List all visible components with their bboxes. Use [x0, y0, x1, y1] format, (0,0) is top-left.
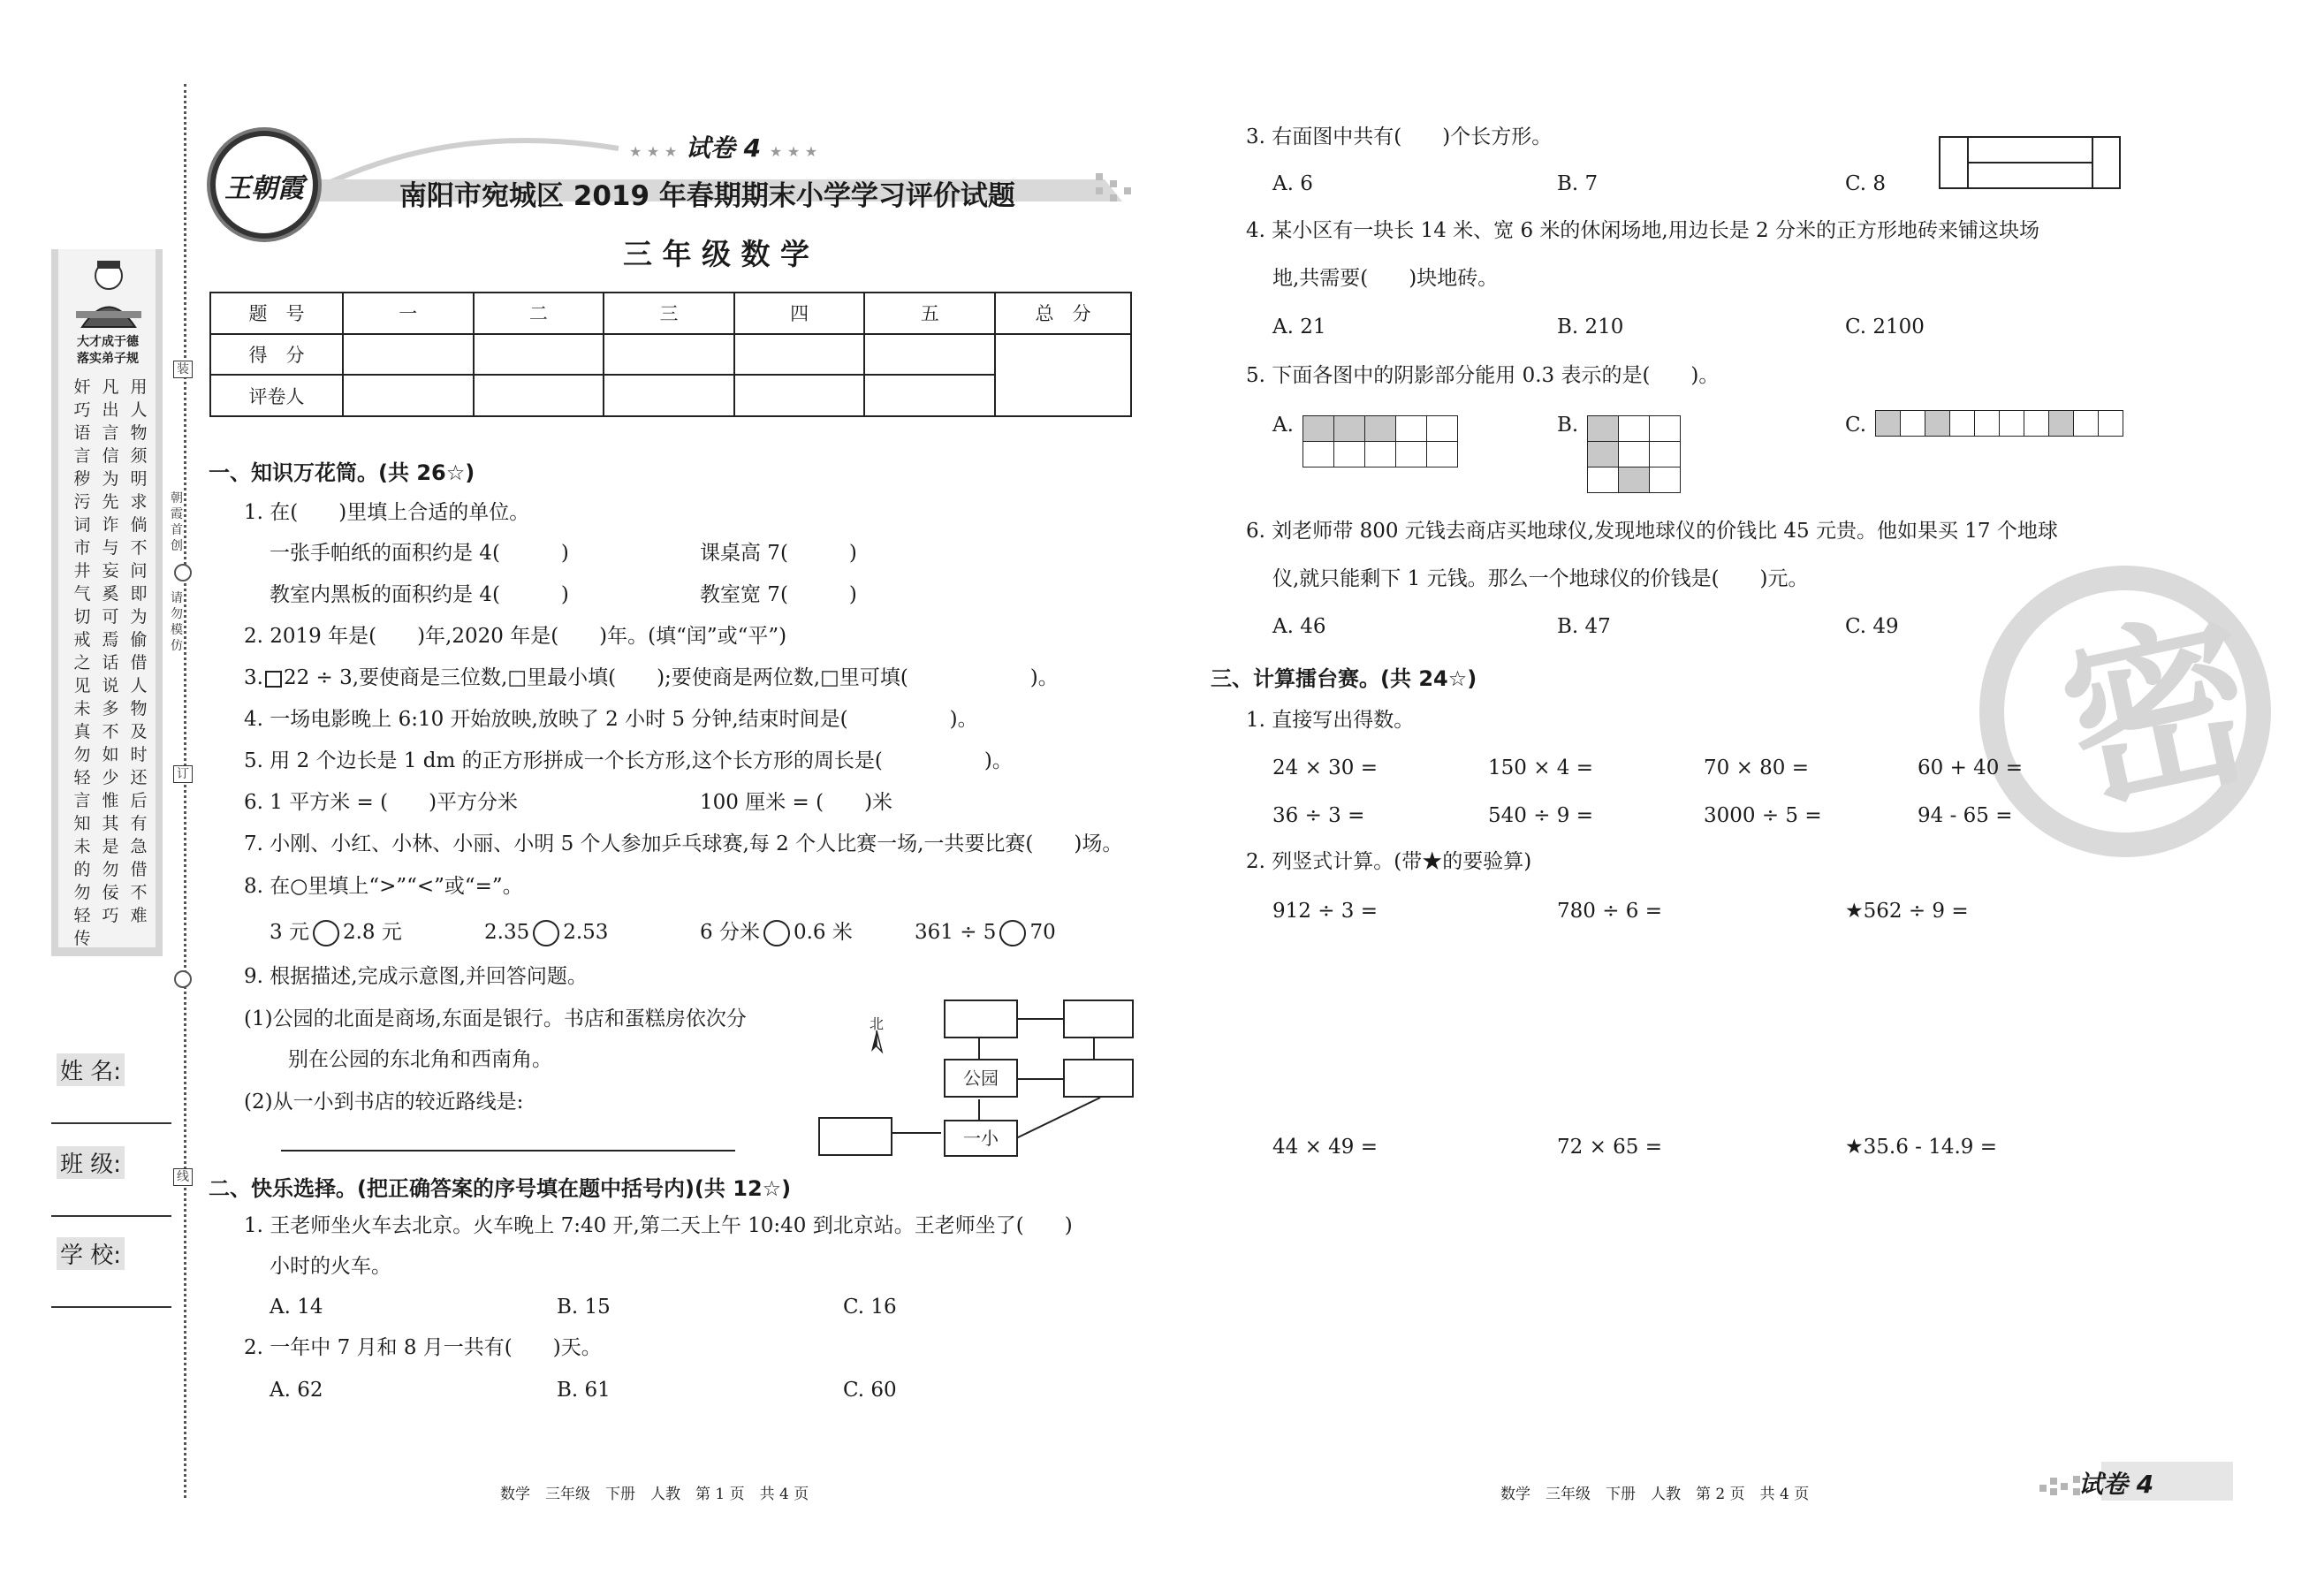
brand-logo-text: 王朝霞 — [224, 173, 304, 204]
binding-hole-1 — [174, 564, 192, 581]
star-deco-left: ★ ★ ★ — [629, 143, 678, 160]
section3-title: 三、计算擂台赛。(共 24☆) — [1211, 666, 1477, 691]
s1-q8a-left: 3 元 — [270, 921, 309, 944]
s3-r2-c3: 3000 ÷ 5 = — [1704, 804, 1822, 827]
s1-q8c-left: 6 分米 — [700, 921, 760, 944]
r-q4-option-b[interactable]: B. 210 — [1557, 315, 1624, 338]
r-q5-label-a[interactable]: A. — [1272, 414, 1294, 437]
s1-q1c: 教室内黑板的面积约是 4( ) — [270, 583, 569, 606]
s3-r4-c1: 44 × 49 = — [1272, 1136, 1378, 1159]
r-q3: 3. 右面图中共有( )个长方形。 — [1246, 125, 1553, 148]
score-row — [210, 334, 1131, 376]
s3-r2-c4: 94 - 65 = — [1918, 804, 2013, 827]
s1-q7: 7. 小刚、小红、小林、小丽、小明 5 个人参加乒乓球赛,每 2 个人比赛一场,一共要比赛( )场。 — [244, 832, 1123, 855]
s1-q9b: (2)从一小到书店的较近路线是: — [244, 1091, 524, 1114]
exam-subtitle: 三 年 级 数 学 — [623, 237, 809, 271]
sidebar-col-3: 用人物须明求倘不问即为偷借人物及时还后有急借不难 — [130, 377, 148, 925]
r-q4-option-c[interactable]: C. 2100 — [1845, 315, 1925, 338]
s3-r1-c4: 60 + 40 = — [1918, 756, 2024, 779]
secret-seal-text: 密 — [2045, 588, 2273, 840]
s1-q9: 9. 根据描述,完成示意图,并回答问题。 — [244, 965, 588, 988]
s1-q8d-left: 361 ÷ 5 — [915, 921, 997, 944]
grader-cell[interactable] — [604, 375, 734, 416]
compare-circle[interactable] — [313, 920, 339, 946]
s2-q1-option-b[interactable]: B. 15 — [557, 1296, 611, 1319]
star-deco-right: ★ ★ ★ — [769, 143, 818, 160]
score-cell[interactable] — [604, 334, 734, 376]
r-q4-option-a[interactable]: A. 21 — [1272, 315, 1326, 338]
grader-cell[interactable] — [474, 375, 604, 416]
s3-r1-c1: 24 × 30 = — [1272, 756, 1378, 779]
compare-circle[interactable] — [999, 920, 1026, 946]
s1-q8b-right: 2.53 — [563, 921, 609, 944]
margin-note-original: 朝霞首创 — [171, 491, 183, 553]
s1-q6a: 6. 1 平方米 = ( )平方分米 — [244, 791, 519, 814]
margin-note-ding: 订 — [173, 765, 193, 783]
r-q3-option-a[interactable]: A. 6 — [1272, 172, 1313, 195]
s1-q8d-right: 70 — [1029, 921, 1056, 944]
class-label: 班 级: — [57, 1146, 125, 1179]
margin-note-no-copy: 请勿模仿 — [171, 591, 183, 653]
grader-cell[interactable] — [734, 375, 865, 416]
s3-r1-c2: 150 × 4 = — [1488, 756, 1594, 779]
s1-q1d: 教室宽 7( ) — [700, 583, 857, 606]
s1-q8c — [700, 919, 853, 946]
score-row-label: 得 分 — [210, 334, 343, 376]
map-box-southwest[interactable] — [818, 1117, 892, 1156]
r-q6-option-b[interactable]: B. 47 — [1557, 615, 1611, 638]
score-cell[interactable] — [734, 334, 865, 376]
r-q4-line1: 4. 某小区有一块长 14 米、宽 6 米的休闲场地,用边长是 2 分米的正方形地砖来铺这块场 — [1246, 219, 2039, 242]
s3-r4-c2: 72 × 65 = — [1557, 1136, 1663, 1159]
s1-q8: 8. 在○里填上“>”“<”或“=”。 — [244, 875, 523, 898]
r-q5: 5. 下面各图中的阴影部分能用 0.3 表示的是( )。 — [1246, 364, 1720, 387]
s3-r3-c1: 912 ÷ 3 = — [1272, 900, 1378, 923]
grader-cell[interactable] — [343, 375, 474, 416]
school-field-line[interactable] — [51, 1306, 171, 1308]
exam-number-text: 试卷 4 — [685, 133, 762, 163]
s1-q3-number: 3. — [244, 666, 263, 689]
route-answer-line[interactable] — [281, 1150, 735, 1152]
map-box-northeast[interactable] — [1063, 1000, 1134, 1038]
score-header-3: 三 — [604, 293, 734, 334]
exam-number-label — [629, 129, 817, 164]
s3-q2: 2. 列竖式计算。(带★的要验算) — [1246, 850, 1532, 873]
s2-q1-line2: 小时的火车。 — [270, 1255, 391, 1278]
map-box-park — [944, 1059, 1018, 1098]
school-label: 学 校: — [57, 1237, 125, 1270]
r-q5-grid-c — [1875, 410, 2123, 437]
grader-row — [210, 375, 1131, 416]
s2-q2-option-b[interactable]: B. 61 — [557, 1379, 611, 1402]
s1-q1b: 课桌高 7( ) — [700, 542, 857, 565]
s1-q8b — [484, 919, 608, 946]
class-field-line[interactable] — [51, 1215, 171, 1217]
s1-q8a — [270, 919, 402, 946]
r-q5-grid-b — [1587, 415, 1681, 493]
s1-q1a: 一张手帕纸的面积约是 4( ) — [270, 542, 569, 565]
s1-q8d — [915, 919, 1056, 946]
s3-r3-c3: ★562 ÷ 9 = — [1845, 900, 1969, 923]
sidebar-col-1: 奸巧语言秽污词市井气切戒之见未真勿轻言知未的勿轻传 — [73, 377, 91, 948]
s1-q2: 2. 2019 年是( )年,2020 年是( )年。(填“闰”或“平”) — [244, 625, 787, 648]
s1-q3-text: 22 ÷ 3,要使商是三位数,□里最小填( );要使商是两位数,□里可填( )。 — [283, 666, 1059, 689]
margin-note-zhuang: 装 — [173, 361, 193, 378]
s2-q2: 2. 一年中 7 月和 8 月一共有( )天。 — [244, 1336, 602, 1359]
s1-q9a-line2: 别在公园的东北角和西南角。 — [288, 1048, 552, 1071]
map-box-north[interactable] — [944, 1000, 1018, 1038]
section2-title: 二、快乐选择。(把正确答案的序号填在题中括号内)(共 12☆) — [209, 1176, 792, 1201]
secret-seal-watermark — [1979, 566, 2271, 857]
score-header-total: 总 分 — [995, 293, 1131, 334]
score-table — [209, 292, 1132, 417]
map-school-label: 一小 — [963, 1128, 999, 1149]
grader-row-label: 评卷人 — [210, 375, 343, 416]
s1-q8c-right: 0.6 米 — [793, 921, 853, 944]
map-box-east[interactable] — [1063, 1059, 1134, 1098]
r-q5-label-c[interactable]: C. — [1845, 414, 1867, 437]
s1-q1: 1. 在( )里填上合适的单位。 — [244, 501, 530, 524]
grader-cell[interactable] — [864, 375, 995, 416]
brand-logo — [210, 131, 318, 239]
score-cell[interactable] — [343, 334, 474, 376]
right-page-footer: 数学 三年级 下册 人教 第 2 页 共 4 页 — [1500, 1486, 1810, 1503]
score-header-label: 题 号 — [210, 293, 343, 334]
s1-q9a-line1: (1)公园的北面是商场,东面是银行。书店和蛋糕房依次分 — [244, 1007, 747, 1030]
binding-hole-2 — [174, 970, 192, 988]
s2-q1-option-c[interactable]: C. 16 — [843, 1296, 897, 1319]
binding-dotted-line — [184, 84, 186, 1498]
r-q5-label-b[interactable]: B. — [1557, 414, 1579, 437]
exam-title: 南阳市宛城区 2019 年春期期末小学学习评价试题 — [399, 180, 1015, 212]
s1-q8a-right: 2.8 元 — [342, 921, 402, 944]
sidebar-col-2: 凡出言信为先诈与妄奚可焉话说多不如少惟其是勿佞巧 — [102, 377, 119, 925]
section1-title: 一、知识万花筒。(共 26☆) — [209, 460, 475, 485]
digit-blank-box — [265, 671, 282, 688]
sidebar-motto-top: 大才成于德 — [77, 335, 139, 349]
r-q6-line1: 6. 刘老师带 800 元钱去商店买地球仪,发现地球仪的价钱比 45 元贵。他如果买 17 个地球 — [1246, 520, 2058, 543]
r-q5-grid-a — [1303, 415, 1458, 467]
s3-q1: 1. 直接写出得数。 — [1246, 709, 1415, 732]
s1-q8b-left: 2.35 — [484, 921, 530, 944]
r-q6-option-a[interactable]: A. 46 — [1272, 615, 1326, 638]
r-q3-option-b[interactable]: B. 7 — [1557, 172, 1599, 195]
sidebar-motto-bottom: 落实弟子规 — [77, 352, 139, 366]
rectangle-count-figure — [1939, 136, 2123, 191]
margin-note-xian: 线 — [173, 1168, 193, 1186]
s2-q2-option-a[interactable]: A. 62 — [270, 1379, 323, 1402]
s3-r2-c1: 36 ÷ 3 = — [1272, 804, 1365, 827]
s3-r1-c3: 70 × 80 = — [1704, 756, 1810, 779]
score-total-cell[interactable] — [995, 334, 1131, 416]
score-header-2: 二 — [474, 293, 604, 334]
scholar-illustration-icon — [69, 256, 148, 331]
s3-r4-c3: ★35.6 - 14.9 = — [1845, 1136, 1998, 1159]
score-header-5: 五 — [864, 293, 995, 334]
map-park-label: 公园 — [963, 1068, 999, 1089]
compare-circle[interactable] — [763, 920, 790, 946]
corner-exam-label: 试卷 4 — [2078, 1470, 2154, 1499]
name-label: 姓 名: — [57, 1053, 125, 1086]
score-cell[interactable] — [474, 334, 604, 376]
map-box-school — [944, 1120, 1018, 1157]
left-page-footer: 数学 三年级 下册 人教 第 1 页 共 4 页 — [500, 1486, 809, 1503]
r-q6-option-c[interactable]: C. 49 — [1845, 615, 1899, 638]
s3-r2-c2: 540 ÷ 9 = — [1488, 804, 1594, 827]
s2-q1-line1: 1. 王老师坐火车去北京。火车晚上 7:40 开,第二天上午 10:40 到北京站。王老师坐了( ) — [244, 1214, 1073, 1237]
name-field-line[interactable] — [51, 1122, 171, 1124]
score-table-header-row — [210, 293, 1131, 334]
compare-circle[interactable] — [533, 920, 559, 946]
score-header-1: 一 — [343, 293, 474, 334]
s2-q1-option-a[interactable]: A. 14 — [270, 1296, 323, 1319]
score-cell[interactable] — [864, 334, 995, 376]
score-header-4: 四 — [734, 293, 865, 334]
north-label: 北 — [870, 1015, 885, 1032]
r-q6-line2: 仪,就只能剩下 1 元钱。那么一个地球仪的价钱是( )元。 — [1272, 567, 1809, 590]
s1-q4: 4. 一场电影晚上 6:10 开始放映,放映了 2 小时 5 分钟,结束时间是( )。 — [244, 708, 978, 731]
r-q4-line2: 地,共需要( )块地砖。 — [1272, 267, 1499, 290]
r-q3-option-c[interactable]: C. 8 — [1845, 172, 1887, 195]
s1-q3 — [244, 665, 1059, 691]
s1-q5: 5. 用 2 个边长是 1 dm 的正方形拼成一个长方形,这个长方形的周长是( )。 — [244, 749, 1013, 772]
s2-q2-option-c[interactable]: C. 60 — [843, 1379, 897, 1402]
s3-r3-c2: 780 ÷ 6 = — [1557, 900, 1663, 923]
s1-q6b: 100 厘米 = ( )米 — [700, 791, 893, 814]
